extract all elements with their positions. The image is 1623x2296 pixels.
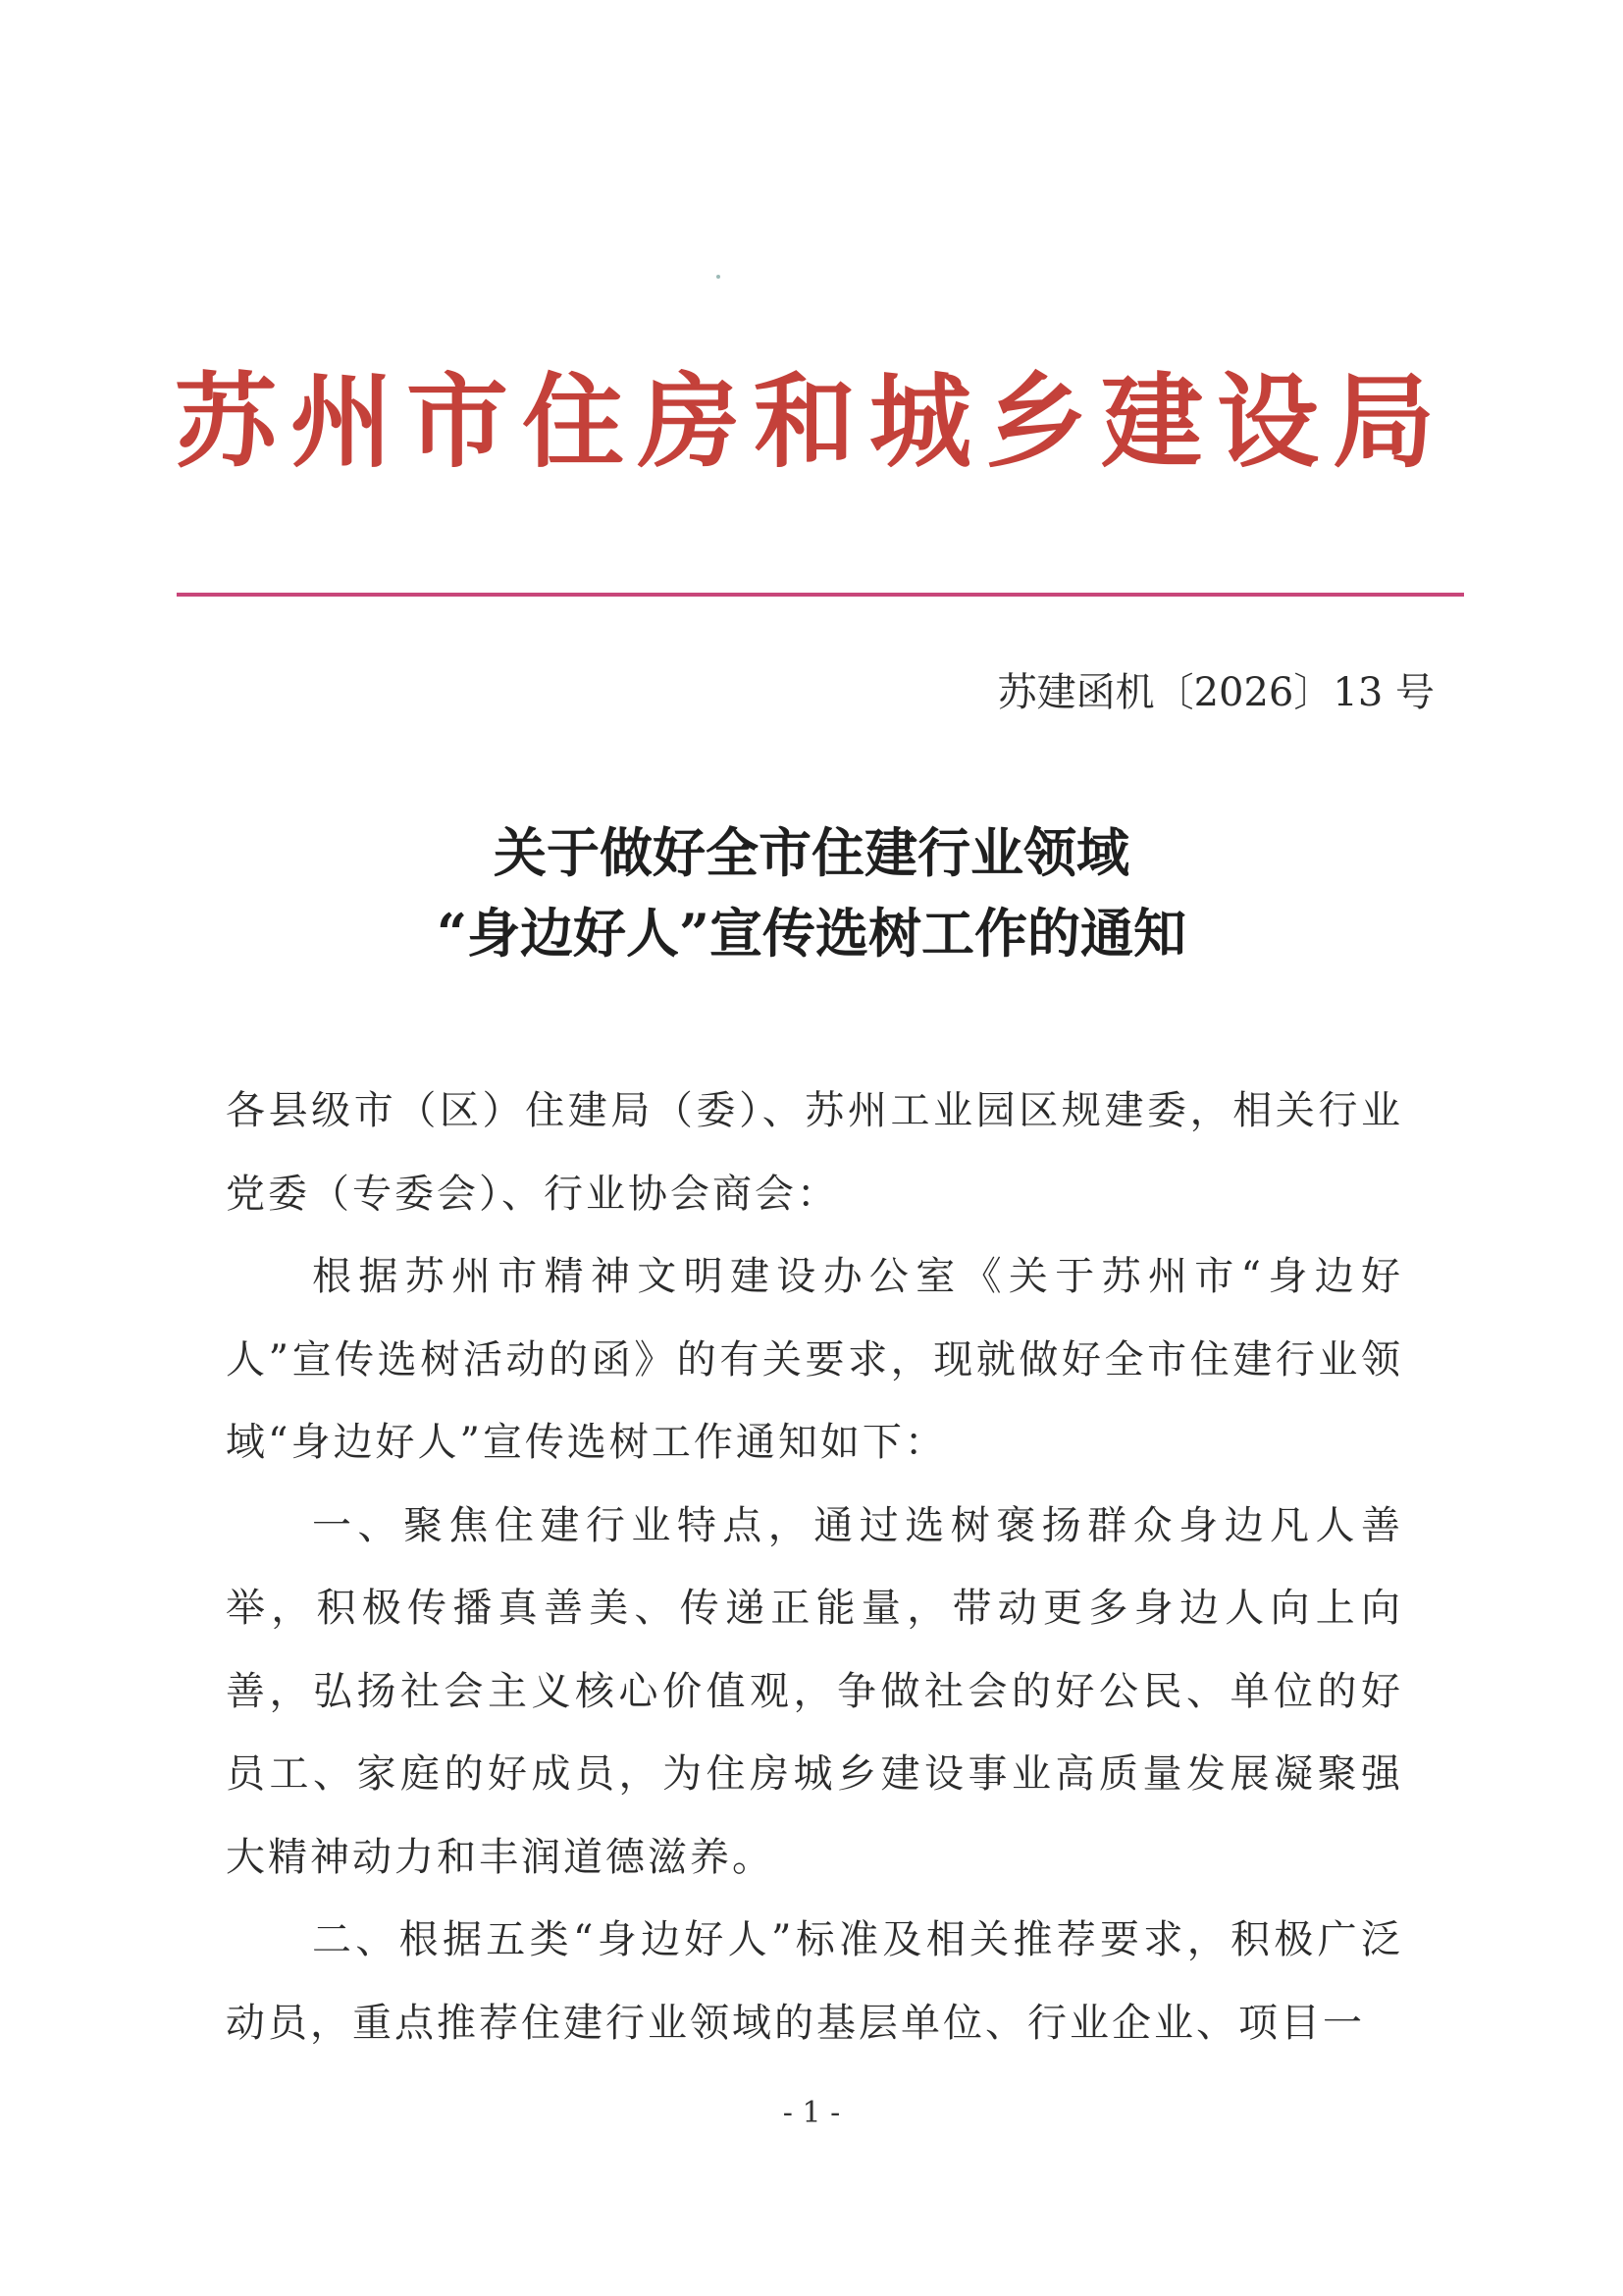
- document-title: [0, 812, 1623, 973]
- title-line-1: 关于做好全市住建行业领域: [494, 821, 1129, 884]
- document-body: [226, 1070, 1403, 2064]
- document-number: 苏建函机〔2026〕13 号: [997, 670, 1435, 715]
- page-number: - 1 -: [782, 2096, 841, 2130]
- body-paragraph-one: 一、聚焦住建行业特点，通过选树褒扬群众身边凡人善举，积极传播真善美、传递正能量，带动更多身边人向上向善，弘扬社会主义核心价值观，争做社会的好公民、单位的好员工、家庭的好成员，为住房城乡建设事业高质量发展凝聚强大精神动力和丰润道德滋养。: [226, 1502, 1403, 1880]
- title-line-2: “身边好人”宣传选树工作的通知: [436, 902, 1187, 965]
- body-paragraph-two: 二、根据五类“身边好人”标准及相关推荐要求，积极广泛动员，重点推荐住建行业领域的基层单位、行业企业、项目一: [226, 1917, 1403, 2046]
- recipients-paragraph: 各县级市（区）住建局（委）、苏州工业园区规建委，相关行业党委（专委会）、行业协会商会：: [226, 1088, 1403, 1217]
- body-paragraph-intro: 根据苏州市精神文明建设办公室《关于苏州市“身边好人”宣传选树活动的函》的有关要求，现就做好全市住建行业领域“身边好人”宣传选树工作通知如下：: [226, 1254, 1403, 1465]
- letterhead-rule: [177, 593, 1464, 597]
- agency-letterhead: 苏州市住房和城乡建设局: [174, 361, 1448, 482]
- scan-speck: [716, 275, 720, 279]
